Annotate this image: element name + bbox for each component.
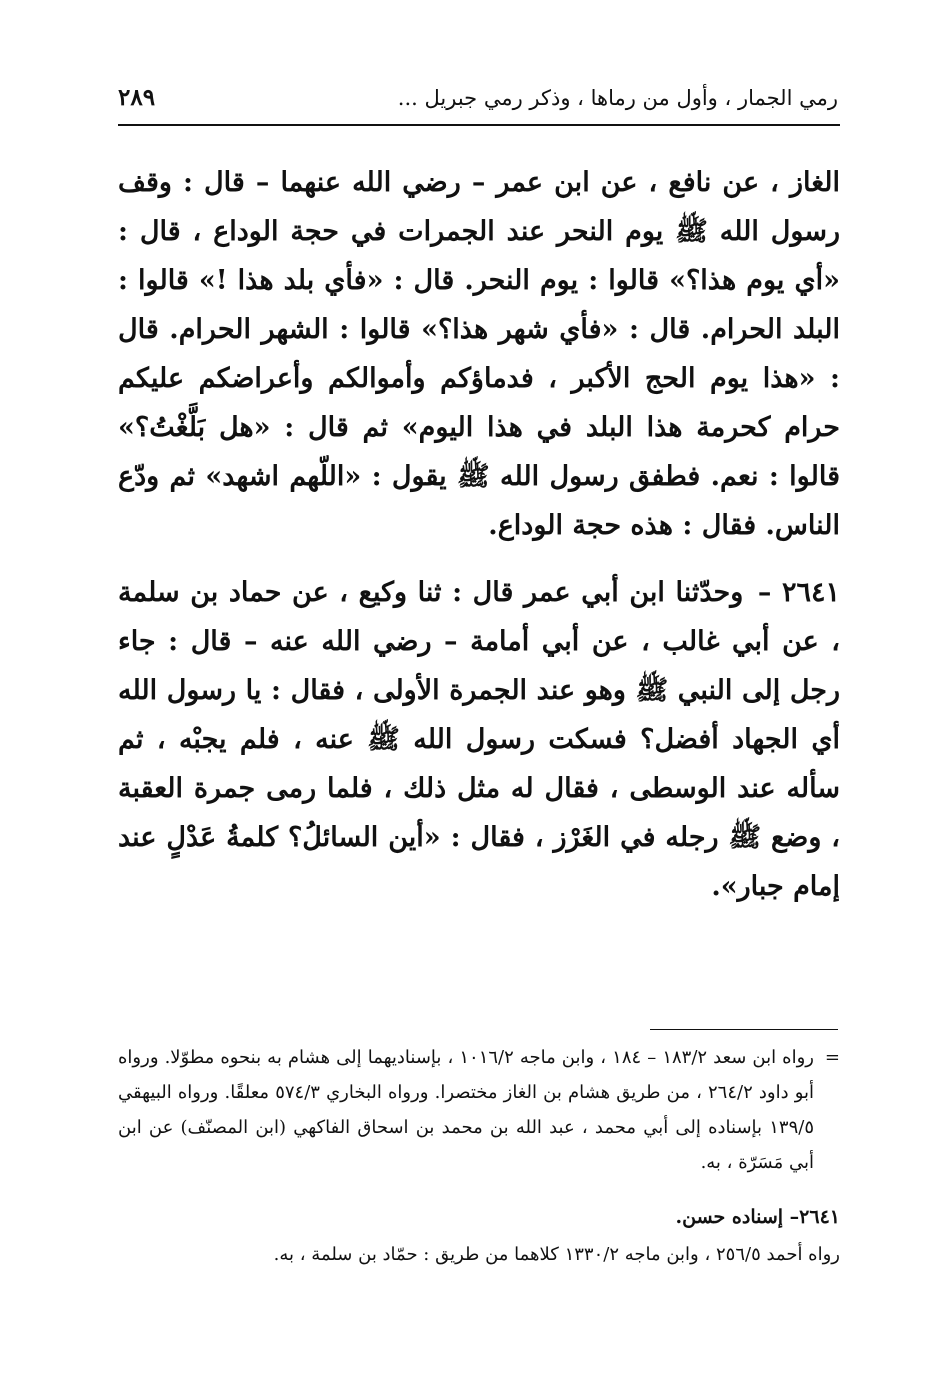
chapter-title: رمي الجمار ، وأول من رماها ، وذكر رمي جبريل ...: [397, 86, 838, 110]
footnote-text: رواه ابن سعد ١٨٣/٢ – ١٨٤ ، وابن ماجه ١٠١٦/٢ ، بإسناديهما إلى هشام به بنحوه مطوّلا. ورواه أبو داود ٢٦٤/٢ ، من طريق هشام بن الغاز مختصرا. ورواه البخاري ٥٧٤/٣ معلقًا. ورواه البيهقي ١٣٩/٥ بإسناده إلى أبي محمد ، عبد الله بن محمد بن اسحاق الفاكهي (ابن المصنّف) عن ابن أبي مَسَرّة ، به.: [118, 1047, 815, 1173]
footnote-2641-reference: رواه أحمد ٢٥٦/٥ ، وابن ماجه ١٣٣٠/٢ كلاهما من طريق : حمّاد بن سلمة ، به.: [273, 1244, 840, 1265]
footnote-divider: [650, 1029, 838, 1030]
page-number: ٢٨٩: [118, 84, 156, 111]
continuation-mark: =: [824, 1047, 840, 1068]
hadith-text: وحدّثنا ابن أبي عمر قال : ثنا وكيع ، عن حماد بن سلمة ، عن أبي غالب ، عن أبي أمامة – رضي الله عنه – قال : جاء رجل إلى النبي ﷺ وهو عند الجمرة الأولى ، فقال : يا رسول الله أي الجهاد أفضل؟ فسكت رسول الله ﷺ عنه ، فلم يجبْه ، ثم سأله عند الوسطى ، فقال له مثل ذلك ، فلما رمى جمرة العقبة ، وضع ﷺ رجله في الغَرْز ، فقال : «أين السائلُ؟ كلمةُ عَدْلٍ عند إمام جبار».: [118, 577, 840, 902]
header-divider: [118, 124, 840, 126]
hadith-paragraph-2641: [118, 568, 840, 911]
footnote-2641-grade: ٢٦٤١– إسناده حسن.: [675, 1206, 840, 1228]
main-text: [118, 158, 840, 929]
running-header: [118, 82, 838, 122]
hadith-paragraph-continued: الغاز ، عن نافع ، عن ابن عمر – رضي الله عنهما – قال : وقف رسول الله ﷺ يوم النحر عند الجمرات في حجة الوداع ، قال : «أي يوم هذا؟» قالوا : يوم النحر. قال : «فأي بلد هذا !» قالوا : البلد الحرام. قال : «فأي شهر هذا؟» قالوا : الشهر الحرام. قال : «هذا يوم الحج الأكبر ، فدماؤكم وأموالكم وأعراضكم عليكم حرام كحرمة هذا البلد في هذا اليوم» ثم قال : «هل بَلَّغْتُ؟» قالوا : نعم. فطفق رسول الله ﷺ يقول : «اللّهم اشهد» ثم ودّع الناس. فقال : هذه حجة الوداع.: [118, 167, 840, 541]
hadith-number: ٢٦٤١ –: [757, 577, 840, 608]
footnote-continued: [118, 1040, 840, 1180]
footnotes: [118, 1040, 840, 1272]
